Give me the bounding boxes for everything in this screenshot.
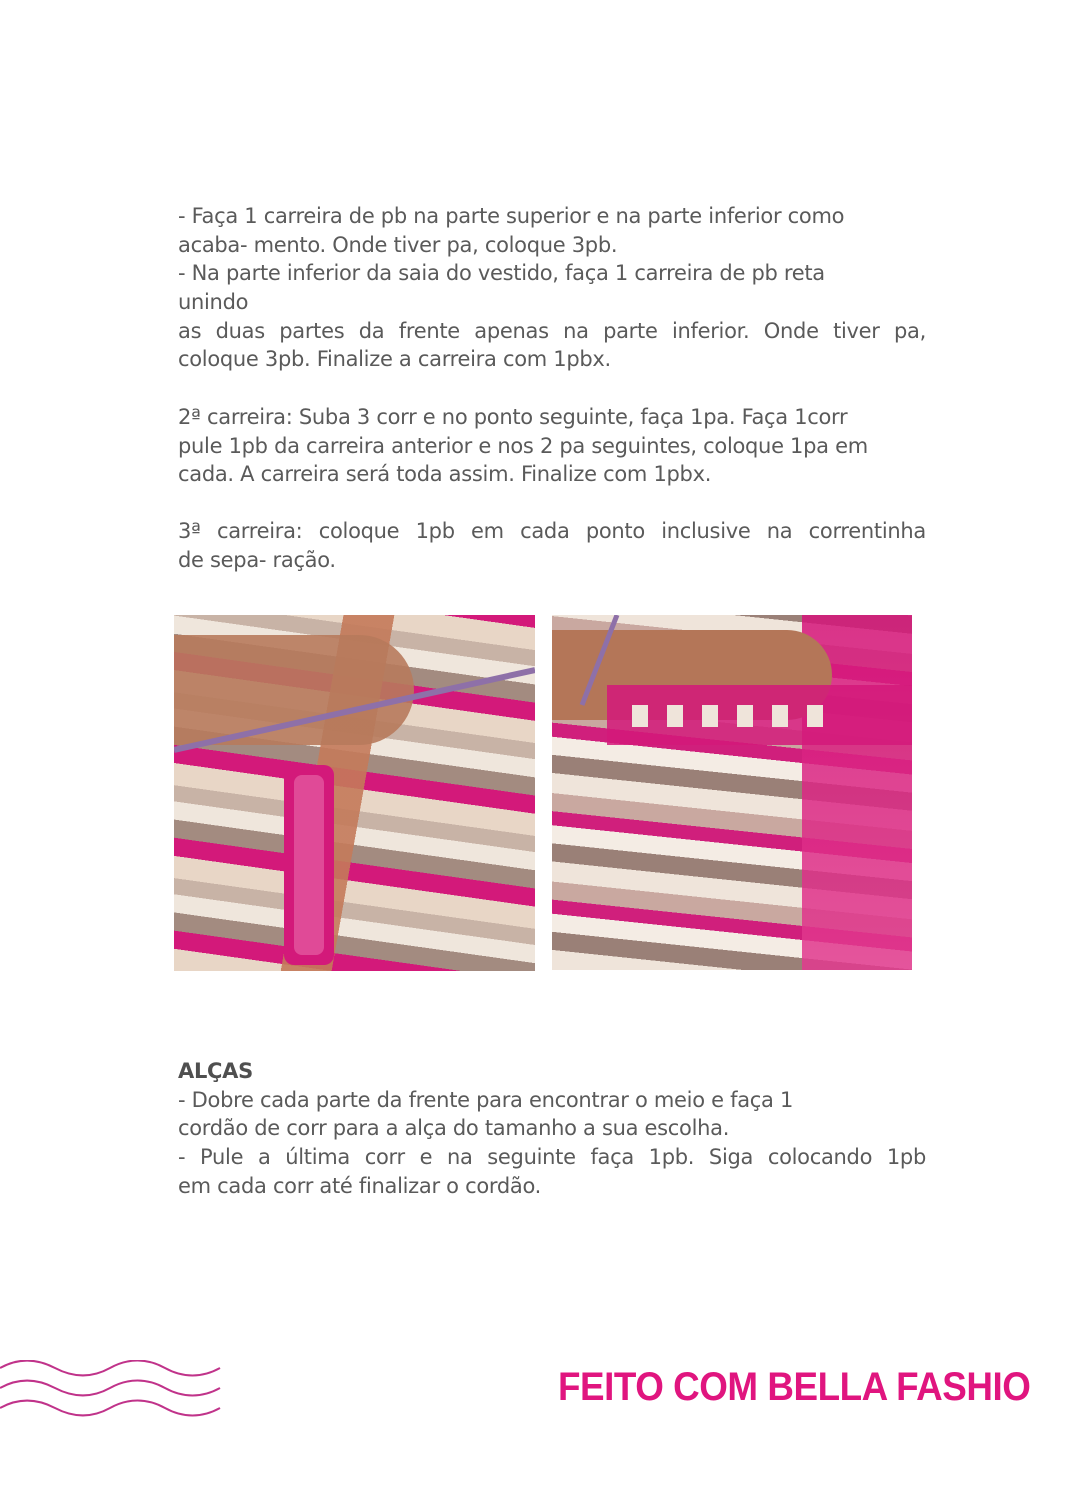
text-line: coloque 3pb. Finalize a carreira com 1pbx. xyxy=(178,347,611,372)
alcas-section xyxy=(178,1057,926,1200)
text-line: cordão de corr para a alça do tamanho a sua escolha. xyxy=(178,1116,730,1141)
text-line: - Faça 1 carreira de pb na parte superior e na parte inferior como xyxy=(178,204,845,228)
crochet-photo-right xyxy=(552,615,912,970)
text-line: 2ª carreira: Suba 3 corr e no ponto seguinte, faça 1pa. Faça 1corr xyxy=(178,405,848,429)
crochet-hook-icon xyxy=(552,615,912,970)
text-line: - Pule a última corr e na seguinte faça 1pb. Siga colocando 1pb xyxy=(178,1145,926,1170)
brand-logo: FEITO COM BELLA FASHIO xyxy=(558,1365,1031,1409)
wave-decoration-icon xyxy=(0,1360,225,1420)
text-line: de sepa- ração. xyxy=(178,547,336,572)
crochet-photo-left xyxy=(174,615,535,971)
text-line: - Na parte inferior da saia do vestido, faça 1 carreira de pb reta xyxy=(178,261,825,286)
text-line: acaba- mento. Onde tiver pa, coloque 3pb. xyxy=(178,232,618,257)
text-line: em cada corr até finalizar o cordão. xyxy=(178,1173,542,1198)
text-line: as duas partes da frente apenas na parte inferior. Onde tiver pa, xyxy=(178,318,926,343)
instructions-row-2 xyxy=(178,403,926,489)
text-line: cada. A carreira será toda assim. Finalize com 1pbx. xyxy=(178,462,712,487)
text-line: - Dobre cada parte da frente para encontrar o meio e faça 1 xyxy=(178,1087,794,1112)
crochet-hook-icon xyxy=(174,615,535,971)
text-line: unindo xyxy=(178,290,249,315)
instructions-row-3 xyxy=(178,517,926,574)
instructions-acabamento xyxy=(178,202,926,374)
section-heading: ALÇAS xyxy=(178,1059,253,1083)
text-line: pule 1pb da carreira anterior e nos 2 pa seguintes, coloque 1pa em xyxy=(178,433,868,458)
text-line: 3ª carreira: coloque 1pb em cada ponto inclusive na correntinha xyxy=(178,519,926,543)
